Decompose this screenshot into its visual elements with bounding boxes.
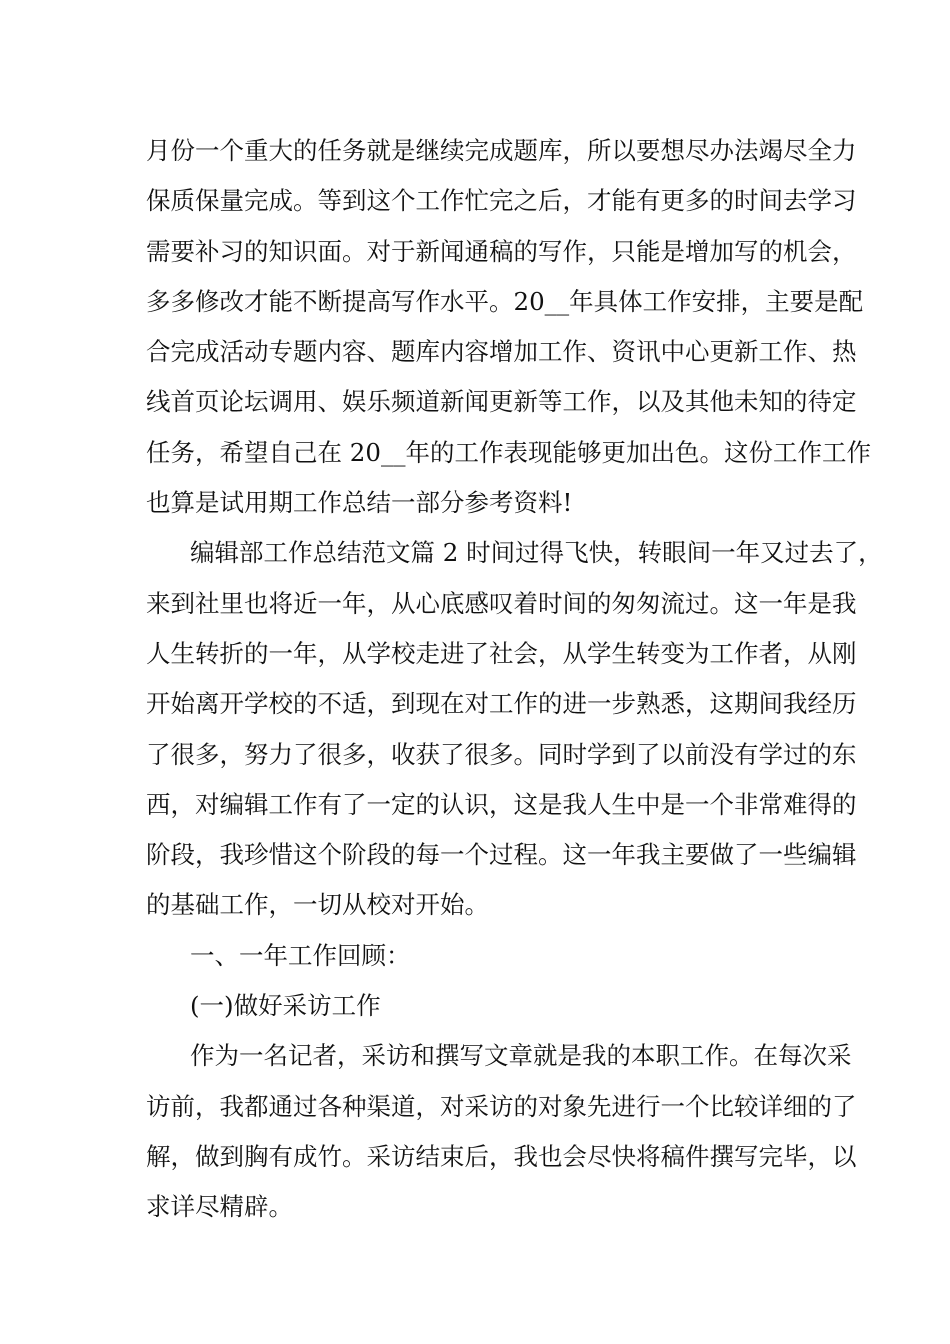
text-line: 西，对编辑工作有了一定的认识，这是我人生中是一个非常难得的 xyxy=(146,789,857,819)
section-heading xyxy=(146,931,810,981)
text-line: 阶段，我珍惜这个阶段的每一个过程。这一年我主要做了一些编辑 xyxy=(146,840,857,870)
text-line: 需要补习的知识面。对于新闻通稿的写作，只能是增加写的机会， xyxy=(146,236,857,266)
text-line: 作为一名记者，采访和撰写文章就是我的本职工作。在每次采 xyxy=(190,1041,852,1071)
text-line: 来到社里也将近一年，从心底感叹着时间的匆匆流过。这一年是我 xyxy=(146,588,857,618)
paragraph-3 xyxy=(146,1031,857,1232)
text-line: 求详尽精辟。 xyxy=(146,1192,293,1222)
text-line: 也算是试用期工作总结一部分参考资料! xyxy=(146,488,573,518)
text-line: 合完成活动专题内容、题库内容增加工作、资讯中心更新工作、热 xyxy=(146,337,857,367)
paragraph-1 xyxy=(146,126,871,528)
text-line: 多多修改才能不断提高写作水平。20__年具体工作安排，主要是配 xyxy=(146,286,864,316)
text-line: 访前，我都通过各种渠道，对采访的对象先进行一个比较详细的了 xyxy=(146,1091,857,1121)
text-line: 了很多，努力了很多，收获了很多。同时学到了以前没有学过的东 xyxy=(146,739,857,769)
text-line: 人生转折的一年，从学校走进了社会，从学生转变为工作者，从刚 xyxy=(146,638,857,668)
subsection-heading xyxy=(146,981,810,1031)
text-line: 的基础工作，一切从校对开始。 xyxy=(146,890,489,920)
text-line: 月份一个重大的任务就是继续完成题库，所以要想尽办法竭尽全力 xyxy=(146,136,857,165)
text-line: 任务，希望自己在 20__年的工作表现能够更加出色。这份工作工作 xyxy=(146,437,871,467)
document-body xyxy=(146,126,883,1233)
paragraph-2 xyxy=(146,528,883,930)
heading-text: 一、一年工作回顾： xyxy=(190,940,411,970)
text-line: 解，做到胸有成竹。采访结束后，我也会尽快将稿件撰写完毕，以 xyxy=(146,1141,857,1171)
text-line: 开始离开学校的不适，到现在对工作的进一步熟悉，这期间我经历 xyxy=(146,689,857,719)
text-line: 保质保量完成。等到这个工作忙完之后，才能有更多的时间去学习 xyxy=(146,186,857,216)
text-line: 线首页论坛调用、娱乐频道新闻更新等工作，以及其他未知的待定 xyxy=(146,387,857,417)
heading-text: (一)做好采访工作 xyxy=(190,991,381,1021)
text-line: 编辑部工作总结范文篇 2 时间过得飞快，转眼间一年又过去了， xyxy=(190,538,883,568)
